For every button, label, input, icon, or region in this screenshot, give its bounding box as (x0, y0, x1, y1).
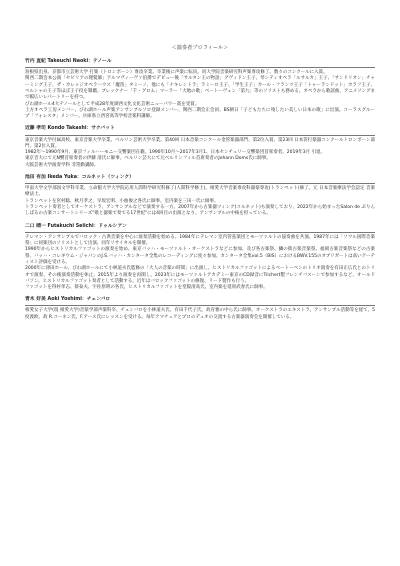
profile-paragraph: 関西二期会本公演「セビリアの理髪師」アルマヴィーヴァ伯爵でデビュー後「サルタン王の物語」グヴィドン王子、琴シティオペラ「ルサルカ」王子、「サンドリオン」チャーミング王子、ザ・カレッジオペラハウス「魔笛」タミーノ、他にも「ナキレントラ」ラミーロ王子、「学生王子」カール・フランツ王子「トゥーランドット」カラフ王子、ペルシャの王子等ほぼ王子役を制覇。ブレックナー「千・グロム」マーラー「大地の歌」ベートーヴェン「第九」等のソリストも務める。オペラから歌謡曲、アニメソングまで幅広いレパートリーを持つ。 (25, 76, 375, 101)
profile-section (25, 175, 375, 218)
profile-paragraph: 大阪芸術大学演奏学科 非常勤講師。 (25, 162, 99, 168)
profile-paragraph: 1982年〜1990年9月、東京フィルハーモニー交響楽団在籍。1990年10月〜2017年3月1、日本センチュリー交響楽団首席奏者。2019年3月 引退。 (25, 150, 326, 156)
profile-paragraph: 1990年からヒストリカルファゴットの演奏を始め、東京バッハ・モーツァルト・オーケストラなどに参加、及び各古楽祭、鱗の街古楽音楽祭、福岡古楽音楽祭などの古楽祭、バッハ・コレギウム・ジャパンのJ.S.バッハ・カンタータ全集のレコーディングに度々参加。カンタータ全集vol.5（BIS）におけるBWV.155のオブリガートは高いアーティスト評価を受ける。 (25, 247, 375, 265)
profile-paragraph: 島根県出身。京都市立芸術大学 打楽（トロンボーン）専攻卒業。卒業後に声楽に転向。同大学院音楽研究科声楽専攻修了。数々のコンクールに入賞。 (25, 70, 328, 76)
profile-paragraph: 2000年に津田ホール、びわ湖ホールにて小林道夫氏監修の「大人の音楽の時間」に出演し、ヒストリカルファゴットによるベートーベンのトリオ演奏を有田正広氏とのトリオで演奏、その後演奏活動を休止。2015年より演奏を再開し、2023年にはモーツァルトアカデミー東京のCD録音にTrichert製フレンチバスーンで参加するなど、オールドバソン、ヒストリカルファゴット奏者として活動する。近年はバロックファゴットの修復、リード製作も行う。 (25, 266, 375, 284)
performer-heading: 池田 有加 Ikeda Yuka：コルネット（ツィンク） (25, 175, 375, 184)
profile-paragraph: 相愛女子大学(現 相愛大学)音楽学部声楽科卒、チェンバロを小林道夫氏、有田千代子氏、故育雅の中ら氏に師事。オーケストラのエキストラ、アンサンブル活動等を経て、5度渡欧。故 R.コーネン氏、F.アース氏にレッスンを受ける。毎年アマチュアとプロのデュオの交流する古楽器演奏会を開催している。 (25, 308, 375, 320)
profile-paragraph: 甲南大学文学部国文学科卒業、立命館大学大学院応用人間科学研究科修了(人間科学修士)。相愛大学音楽専攻科器楽専攻(トランペット)修了。元 日本音楽療法学会認定 音楽療法士。 (25, 186, 375, 198)
profile-sections (25, 59, 375, 321)
profile-paragraph: びわ湖ホール4大テノールとして平成28年度湖西文化文化芸術ニューパワー賞を受賞。 (25, 101, 200, 107)
profile-section (25, 59, 375, 120)
performer-heading: 近藤 孝司 Kondo Takashi：サクバット (25, 126, 375, 135)
performer-heading: 青木 好美 Aoki Yoshimi：チェンバロ (25, 297, 375, 306)
profile-paragraph: テレマン・アンサンブルでバロック・古典音楽を中心に演奏活動を始める。1984年にテレマン室内管弦楽団とモーツァルトの協奏曲を共演、1987年には「ソウル国際音楽祭」に同楽団のソリストとして出演、同年リサイタルを開催。 (25, 234, 375, 247)
profile-paragraph: 東京音大にて元N響首席奏者の伊藤 清氏に師事。ベルリン芸大にて元ベルリンフィル首席奏者のJohann Doms氏に師事。 (25, 156, 271, 162)
profile-paragraph: 東京音楽大学付属高校、東京音楽大学卒業、ベルリン芸術大学卒業。第40回 日本音楽コンクール金管楽器部門、第2位入賞、第23回 日本管打楽器コンクールトロンボーン部門、第2位入賞。 (25, 137, 375, 149)
performer-heading: 竹内 直紀 Takeuchi Naoki：テノール (25, 59, 375, 68)
profile-section (25, 126, 375, 169)
profile-paragraph: トランペット奏者としてオーケストラ、アンサンブルなどで演奏する一方、2007年から古楽器ツィンク(コルネット)も演奏しており、2022年から始まったSalon de ぷりんしぱるの古楽コンサートシリーズ"歌と器楽で奏でる17世紀"には4回目の出演となり、アンサンブルの中核を担っている。 (25, 205, 375, 217)
profile-paragraph: 上方オペラ工房メンバー、びわ湖ホール声楽アンサンブルソロ登録メンバー、関西二期会正会員、BS朝日「子どもたちに残したい美しい日本の歌」に出演。コーラスグループ「フォレスタ」メンバー。兵庫県立西宮高等学校音楽科講師。 (25, 107, 375, 120)
document-title: ＜演奏者プロフィール＞ (171, 45, 229, 51)
profile-paragraph: トランペットを宮村聡、秋月孝之、早坂宏明、小曲俊之各氏に師事。室内楽を三田一氏に師事。 (25, 198, 219, 204)
performer-heading: 二口 晴一 Futakuchi Seiichi：ドゥルシアン (25, 224, 375, 233)
profile-section (25, 297, 375, 321)
profile-paragraph: ファゴットを得村孝志、蔡泰夫、宇佐原明の各氏、ヒストリカルファゴットを堂阪清高氏、室内楽を延原武春氏に師事。 (25, 285, 268, 291)
profile-section (25, 224, 375, 292)
